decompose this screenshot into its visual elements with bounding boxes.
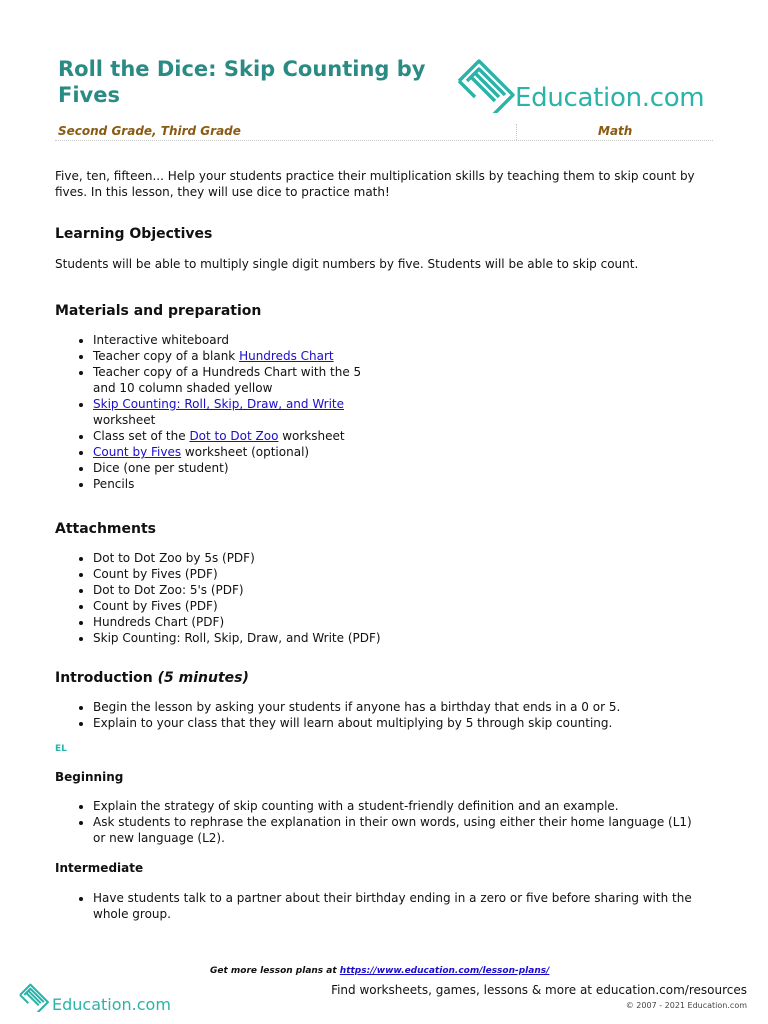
list-item xyxy=(93,348,720,364)
count-by-fives-link[interactable]: Count by Fives xyxy=(93,445,182,459)
beginning-heading: Beginning xyxy=(55,770,124,784)
skip-counting-link[interactable]: Skip Counting: Roll, Skip, Draw, and Write xyxy=(93,397,345,411)
logo-text: Education.com xyxy=(515,83,705,113)
meta-bar xyxy=(55,122,713,141)
lesson-content xyxy=(55,168,720,922)
attachment-item[interactable]: • Skip Counting: Roll, Skip, Draw, and Write (PDF) xyxy=(93,630,720,646)
footer-logo-text: Education.com xyxy=(52,995,171,1014)
list-item: • Have students talk to a partner about their birthday ending in a zero or five before sharing with the whole group. xyxy=(93,890,720,922)
list-item xyxy=(93,396,383,428)
attachments-heading: Attachments xyxy=(55,521,157,537)
page-title: Roll the Dice: Skip Counting by Fives xyxy=(58,57,426,107)
intro-paragraph: Five, ten, fifteen... Help your students practice their multiplication skills by teaching them to skip count by fives. In this lesson, they will use dice to practice math! xyxy=(55,169,695,199)
attachment-item[interactable]: • Dot to Dot Zoo by 5s (PDF) xyxy=(93,550,720,566)
introduction-heading xyxy=(55,670,720,686)
el-label: EL xyxy=(55,744,67,754)
introduction-title: Introduction xyxy=(55,670,153,686)
introduction-duration: (5 minutes) xyxy=(157,670,249,686)
attachment-item[interactable]: • Dot to Dot Zoo: 5's (PDF) xyxy=(93,582,720,598)
list-item: • Pencils xyxy=(93,476,720,492)
footer-resources-text: Find worksheets, games, lessons & more at education.com/resources xyxy=(331,983,747,997)
intermediate-list xyxy=(55,890,720,922)
footer-copyright: © 2007 - 2021 Education.com xyxy=(625,1001,747,1010)
materials-heading: Materials and preparation xyxy=(55,303,262,319)
list-item xyxy=(93,428,720,444)
item-text: worksheet xyxy=(93,413,156,427)
list-item: • Dice (one per student) xyxy=(93,460,720,476)
item-text: Teacher copy of a blank xyxy=(93,349,240,363)
attachment-item[interactable]: • Count by Fives (PDF) xyxy=(93,598,720,614)
objectives-heading: Learning Objectives xyxy=(55,226,213,242)
footer-more-lessons xyxy=(210,966,549,976)
item-text: worksheet (optional) xyxy=(181,445,310,459)
intermediate-heading: Intermediate xyxy=(55,861,144,875)
list-item: • Teacher copy of a Hundreds Chart with the 5 and 10 column shaded yellow xyxy=(93,364,383,396)
attachments-list xyxy=(55,550,720,646)
education-logo[interactable] xyxy=(455,57,717,113)
grade-levels: Second Grade, Third Grade xyxy=(58,124,241,138)
materials-list xyxy=(55,332,720,492)
footer-logo[interactable] xyxy=(18,982,178,1016)
list-item: • Begin the lesson by asking your students if anyone has a birthday that ends in a 0 or 5. xyxy=(93,699,720,715)
objectives-text: Students will be able to multiply single digit numbers by five. Students will be able to skip count. xyxy=(55,257,639,271)
item-text: Class set of the xyxy=(93,429,190,443)
introduction-list xyxy=(55,699,720,731)
beginning-list xyxy=(55,798,720,846)
item-text: worksheet xyxy=(278,429,345,443)
dot-to-dot-zoo-link[interactable]: Dot to Dot Zoo xyxy=(189,429,279,443)
hundreds-chart-link[interactable]: Hundreds Chart xyxy=(239,349,334,363)
list-item: • Explain to your class that they will learn about multiplying by 5 through skip counting. xyxy=(93,715,720,731)
lesson-plans-link[interactable]: https://www.education.com/lesson-plans/ xyxy=(339,966,550,976)
footer-more-prefix: Get more lesson plans at xyxy=(210,966,340,976)
attachment-item[interactable]: • Count by Fives (PDF) xyxy=(93,566,720,582)
list-item: • Interactive whiteboard xyxy=(93,332,720,348)
education-logo-icon xyxy=(18,982,50,1012)
list-item: • Explain the strategy of skip counting with a student-friendly definition and an example. xyxy=(93,798,720,814)
attachment-item[interactable]: • Hundreds Chart (PDF) xyxy=(93,614,720,630)
list-item: • Ask students to rephrase the explanation in their own words, using either their home language (L1) or new language (L2). xyxy=(93,814,703,846)
education-logo-icon xyxy=(455,57,517,113)
meta-divider xyxy=(516,124,517,140)
list-item xyxy=(93,444,720,460)
subject-label: Math xyxy=(598,124,633,138)
